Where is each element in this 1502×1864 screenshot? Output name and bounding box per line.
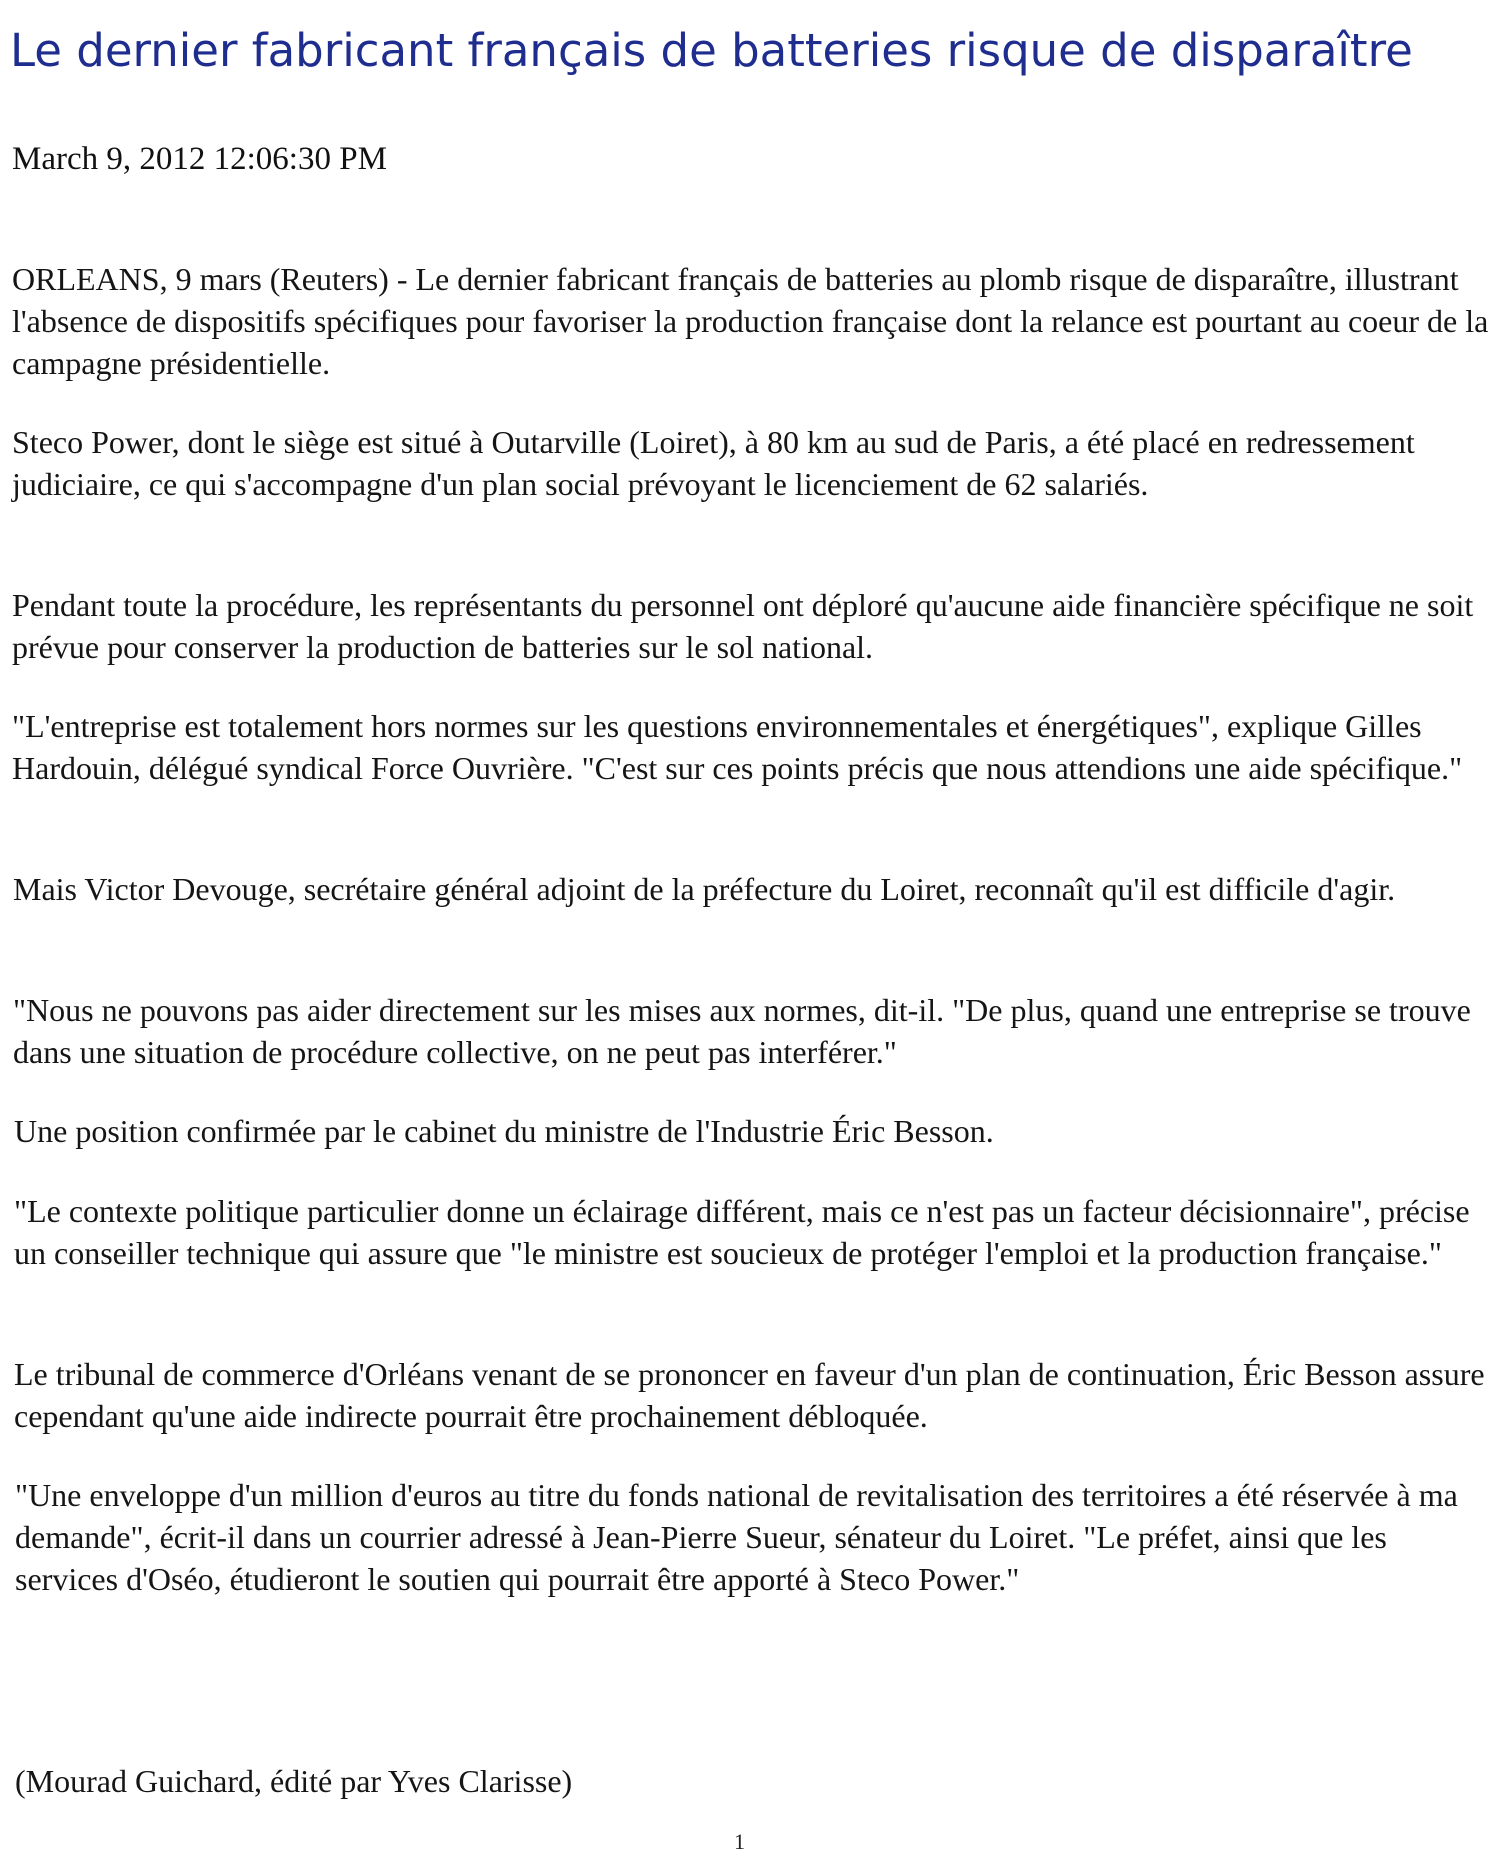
article-paragraph: "L'entreprise est totalement hors normes sur les questions environnementales et énergétiques", explique Gilles Hardouin, délégué syndical Force Ouvrière. "C'est sur ces points précis que nous attendions une aide spécifique." bbox=[12, 708, 1463, 786]
article-paragraph: Une position confirmée par le cabinet du ministre de l'Industrie Éric Besson. bbox=[14, 1113, 994, 1149]
article-paragraph: "Nous ne pouvons pas aider directement sur les mises aux normes, dit-il. "De plus, quand une entreprise se trouve dans une situation de procédure collective, on ne peut pas interférer." bbox=[13, 992, 1471, 1070]
article-dateline: March 9, 2012 12:06:30 PM bbox=[12, 141, 387, 177]
article-paragraph: "Le contexte politique particulier donne un éclairage différent, mais ce n'est pas un facteur décisionnaire", précise un conseiller technique qui assure que "le ministre est soucieux de protéger l'emploi et la production française." bbox=[14, 1193, 1470, 1271]
article-byline: (Mourad Guichard, édité par Yves Clarisse) bbox=[15, 1763, 573, 1799]
article-paragraph: ORLEANS, 9 mars (Reuters) - Le dernier fabricant français de batteries au plomb risque de disparaître, illustrant l'absence de dispositifs spécifiques pour favoriser la production française dont la relance est pourtant au coeur de la campagne présidentielle. bbox=[12, 261, 1489, 381]
article-headline: Le dernier fabricant français de batteries risque de disparaître bbox=[10, 24, 1413, 77]
article-paragraph: "Une enveloppe d'un million d'euros au titre du fonds national de revitalisation des territoires a été réservée à ma demande", écrit-il dans un courrier adressé à Jean-Pierre Sueur, sénateur du Loiret. "Le préfet, ainsi que les services d'Oséo, étudieront le soutien qui pourrait être apporté à Steco Power." bbox=[15, 1477, 1458, 1597]
article-paragraph: Mais Victor Devouge, secrétaire général adjoint de la préfecture du Loiret, reconnaît qu'il est difficile d'agir. bbox=[13, 871, 1396, 907]
page-number: 1 bbox=[734, 1829, 745, 1854]
article-paragraph: Le tribunal de commerce d'Orléans venant de se prononcer en faveur d'un plan de continuation, Éric Besson assure cependant qu'une aide indirecte pourrait être prochainement débloquée. bbox=[14, 1356, 1485, 1434]
article-paragraph: Pendant toute la procédure, les représentants du personnel ont déploré qu'aucune aide financière spécifique ne soit prévue pour conserver la production de batteries sur le sol national. bbox=[12, 587, 1474, 665]
article-paragraph: Steco Power, dont le siège est situé à Outarville (Loiret), à 80 km au sud de Paris, a été placé en redressement judiciaire, ce qui s'accompagne d'un plan social prévoyant le licenciement de 62 salariés. bbox=[12, 424, 1415, 502]
